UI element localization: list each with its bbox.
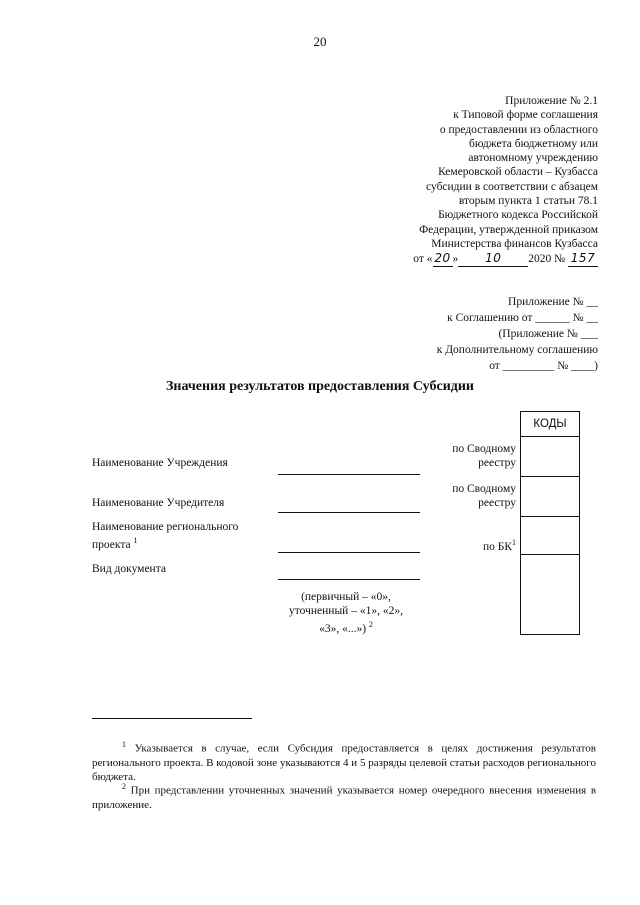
header-line: Федерации, утвержденной приказом	[419, 223, 598, 236]
header-line: субсидии в соответствии с абзацем	[426, 180, 598, 193]
header-line: к Типовой форме соглашения	[453, 109, 598, 122]
project-field[interactable]	[278, 552, 420, 553]
date-month-handwritten: 10	[458, 251, 528, 266]
footnote-separator	[92, 718, 252, 719]
doc-type-hint-text: «3», «...»)	[319, 622, 367, 635]
date-day-handwritten: 20	[434, 251, 451, 266]
appendix-line: Приложение № __	[508, 296, 598, 308]
codes-cell-registry-2[interactable]	[521, 476, 579, 516]
footnote-mark: 1	[122, 740, 126, 749]
appendix-block	[437, 294, 598, 374]
codes-row1-label-line: реестру	[478, 457, 516, 469]
header-line: Министерства финансов Кузбасса	[431, 237, 598, 250]
codes-row3-label-text: по БК	[482, 540, 512, 553]
project-label	[92, 520, 238, 552]
codes-cell-registry-1[interactable]	[521, 436, 579, 476]
appendix-line: (Приложение № ___	[498, 328, 598, 340]
approval-header	[413, 94, 598, 267]
header-line: вторым пункта 1 статьи 78.1	[458, 195, 598, 208]
order-number-handwritten: 157	[568, 251, 598, 266]
header-line: Приложение № 2.1	[505, 95, 598, 107]
footnote-text: Указывается в случае, если Субсидия предоставляется в целях достижения результатов регионального проекта. В кодовой зоне указываются 4 и 5 разряды целевой статьи расходов регионального бюджета.	[92, 742, 597, 783]
doc-type-field[interactable]	[278, 579, 420, 580]
codes-header: КОДЫ	[533, 418, 567, 430]
header-line: автономному учреждению	[468, 152, 598, 165]
header-line: Кемеровской области – Кузбасса	[438, 166, 598, 179]
codes-row3-label	[420, 536, 516, 554]
institution-label: Наименование Учреждения	[92, 457, 228, 469]
project-label-line	[92, 534, 238, 552]
codes-row1-label-line: по Сводному	[452, 443, 516, 455]
header-line: бюджета бюджетному или	[468, 137, 598, 150]
header-line: о предоставлении из областного	[439, 123, 598, 136]
doc-type-hint-line: уточненный – «1», «2»,	[289, 605, 403, 617]
order-date-line	[413, 251, 598, 266]
codes-table	[520, 411, 580, 635]
footnote-ref: 1	[512, 538, 516, 547]
codes-row1-label	[420, 442, 516, 470]
page-number: 20	[313, 34, 327, 49]
founder-field[interactable]	[278, 512, 420, 513]
footnote-text: При представлении уточненных значений указывается номер очередного внесения изменения в приложение.	[92, 784, 597, 811]
footnote-mark: 2	[122, 782, 126, 791]
header-line: Бюджетного кодекса Российской	[438, 209, 598, 222]
footnote-ref: 2	[368, 620, 373, 629]
date-year: 2020 №	[528, 253, 566, 266]
codes-cell-doc-type[interactable]	[521, 554, 579, 634]
appendix-line: к Соглашению от ______ № __	[447, 312, 598, 324]
doc-type-hint	[270, 590, 422, 636]
date-prefix: от «	[413, 253, 433, 266]
codes-row2-label-line: по Сводному	[452, 483, 516, 495]
project-label-line: Наименование регионального	[92, 521, 239, 533]
founder-label: Наименование Учредителя	[92, 497, 225, 509]
institution-field[interactable]	[278, 474, 420, 475]
footnote-ref: 1	[133, 536, 138, 545]
codes-cell-bk[interactable]	[521, 516, 579, 554]
footnote-1	[92, 738, 596, 784]
doc-type-hint-line	[270, 618, 422, 636]
codes-row2-label-line: реестру	[478, 497, 516, 509]
project-label-text: проекта	[92, 538, 131, 551]
doc-type-hint-line: (первичный – «0»,	[301, 591, 391, 603]
doc-type-label: Вид документа	[92, 563, 166, 575]
document-title: Значения результатов предоставления Субсидии	[166, 379, 474, 394]
appendix-line: к Дополнительному соглашению	[436, 344, 598, 356]
footnote-2	[92, 780, 596, 812]
date-mid: »	[452, 253, 459, 266]
appendix-line: от _________ № ____)	[489, 360, 598, 372]
codes-row2-label	[420, 482, 516, 510]
